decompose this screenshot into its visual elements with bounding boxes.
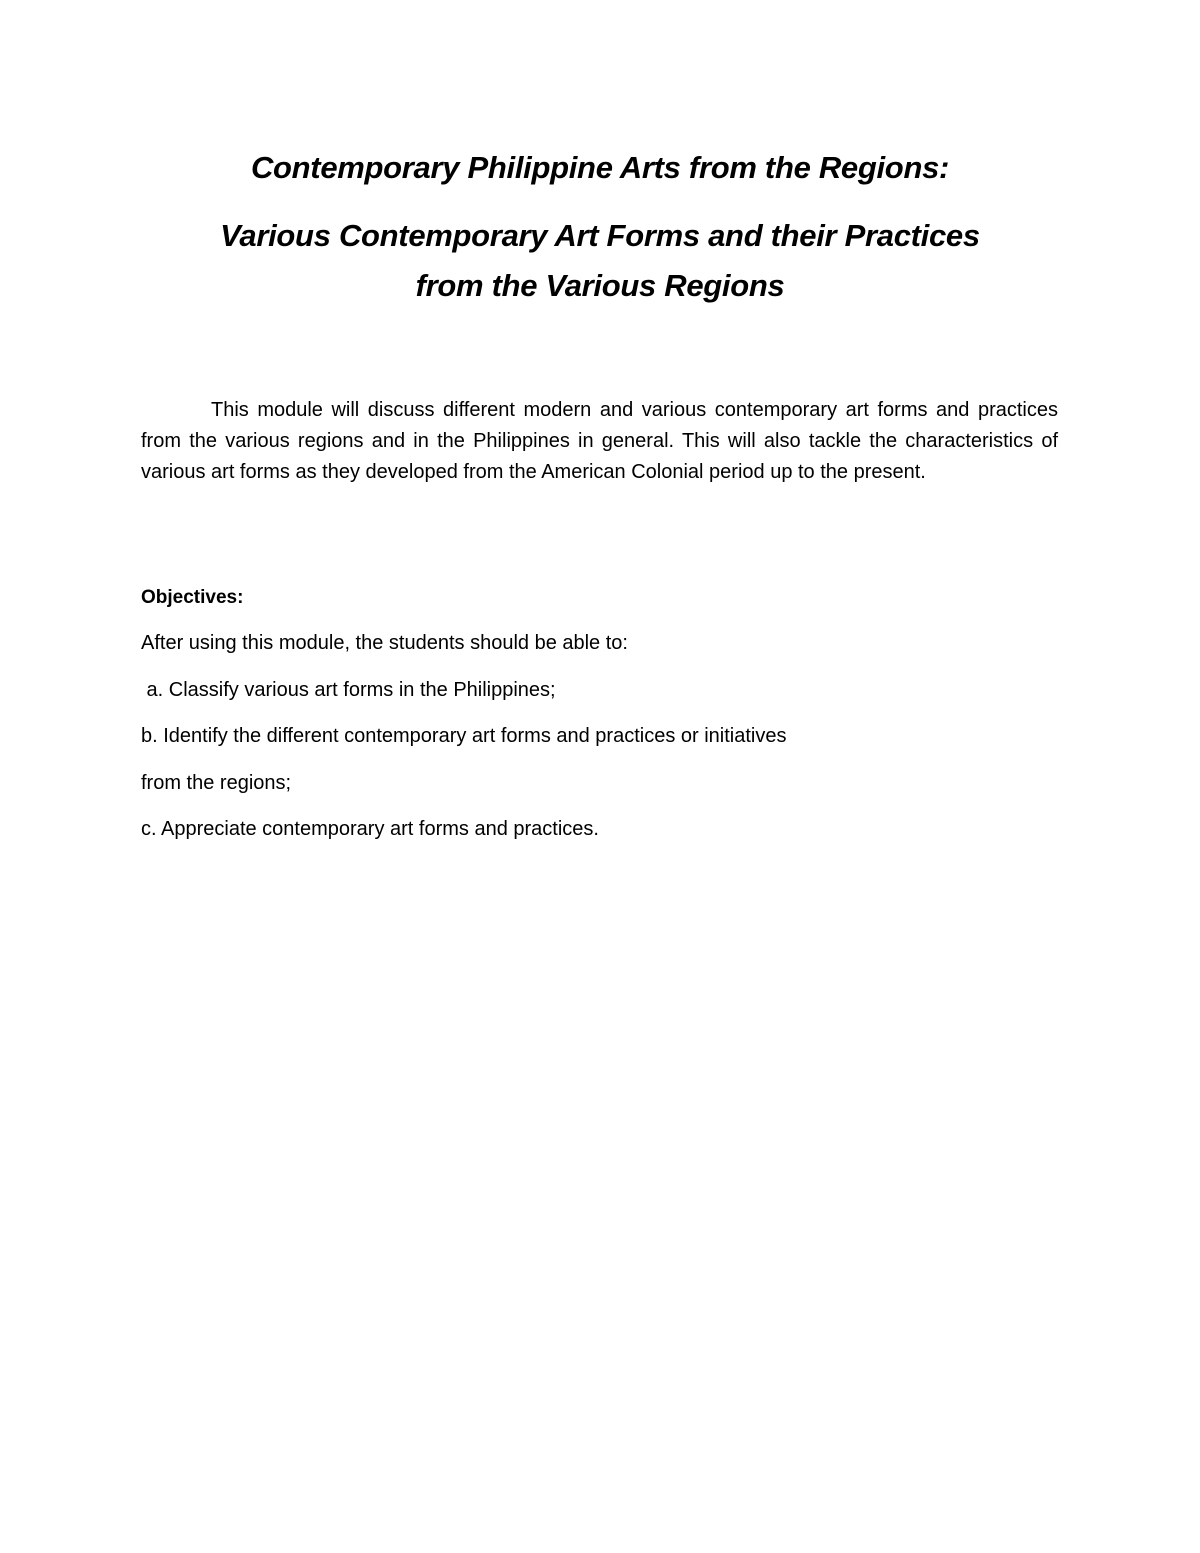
objective-item-a: a. Classify various art forms in the Philippines; [141, 679, 556, 701]
objectives-heading: Objectives: [141, 587, 244, 608]
title-line-1: Contemporary Philippine Arts from the Regions: [250, 150, 950, 185]
intro-paragraph: This module will discuss different modern and various contemporary art forms and practices from the various regions and in the Philippines in general. This will also tackle the characteristics of various art forms as they developed from the American Colonial period up to the present. [141, 399, 1058, 483]
title-line-3: from the Various Regions [415, 268, 785, 303]
objective-item-b: b. Identify the different contemporary art forms and practices or initiatives [141, 725, 787, 747]
title-line-2: Various Contemporary Art Forms and their Practices [220, 218, 980, 253]
objective-item-b-continued: from the regions; [141, 772, 292, 794]
objectives-lead: After using this module, the students should be able to: [141, 632, 628, 654]
objective-item-c: c. Appreciate contemporary art forms and practices. [141, 818, 599, 840]
